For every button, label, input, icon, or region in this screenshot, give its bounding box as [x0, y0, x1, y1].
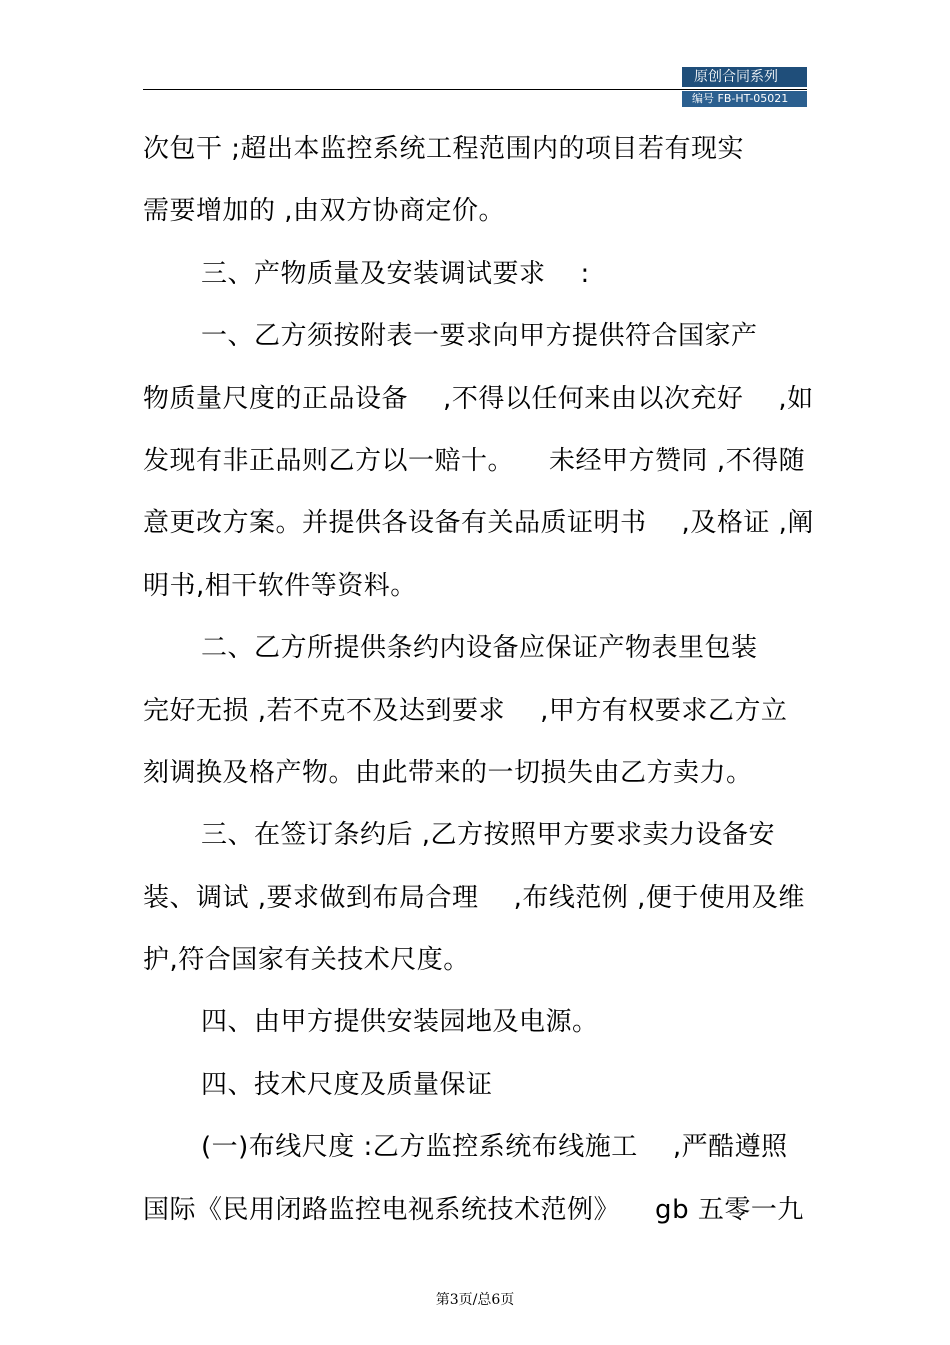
text-line: 需要增加的 ,由双方协商定价。: [143, 196, 506, 227]
text-line: 护,符合国家有关技术尺度。: [143, 945, 470, 976]
text-line: 装、调试 ,要求做到布局合理 ,布线范例 ,便于使用及维: [143, 882, 805, 913]
text-line: 次包干 ;超出本监控系统工程范围内的项目若有现实: [143, 134, 745, 164]
header-rule: [143, 89, 807, 90]
text-line: 三、产物质量及安装调试要求 :: [201, 258, 590, 289]
text-line: 国际《民用闭路监控电视系统技术范例》 gb 五零一九: [143, 1194, 804, 1225]
text-line: 意更改方案。并提供各设备有关品质证明书 ,及格证 ,阐: [143, 508, 814, 539]
text-line: 物质量尺度的正品设备 ,不得以任何来由以次充好 ,如: [143, 383, 814, 414]
text-line: 明书,相干软件等资料。: [143, 570, 417, 601]
text-line: 完好无损 ,若不克不及达到要求 ,甲方有权要求乙方立: [143, 695, 788, 726]
text-line: 二、乙方所提供条约内设备应保证产物表里包装: [201, 633, 758, 664]
series-badge: 原创合同系列: [682, 67, 807, 87]
doc-number-badge: 编号 FB-HT-05021: [682, 91, 807, 107]
text-line: 四、技术尺度及质量保证: [201, 1069, 493, 1100]
page-indicator: 第3页/总6页: [435, 1292, 515, 1308]
text-line: 发现有非正品则乙方以一赔十。 未经甲方赞同 ,不得随: [143, 445, 806, 476]
text-line: (一)布线尺度 :乙方监控系统布线施工 ,严酷遵照: [201, 1132, 788, 1163]
text-line: 三、在签订条约后 ,乙方按照甲方要求卖力设备安: [201, 820, 776, 851]
text-line: 刻调换及格产物。由此带来的一切损失由乙方卖力。: [143, 757, 753, 788]
text-line: 一、乙方须按附表一要求向甲方提供符合国家产: [201, 321, 758, 352]
text-line: 四、由甲方提供安装园地及电源。: [201, 1007, 599, 1038]
document-body: [143, 118, 823, 1241]
